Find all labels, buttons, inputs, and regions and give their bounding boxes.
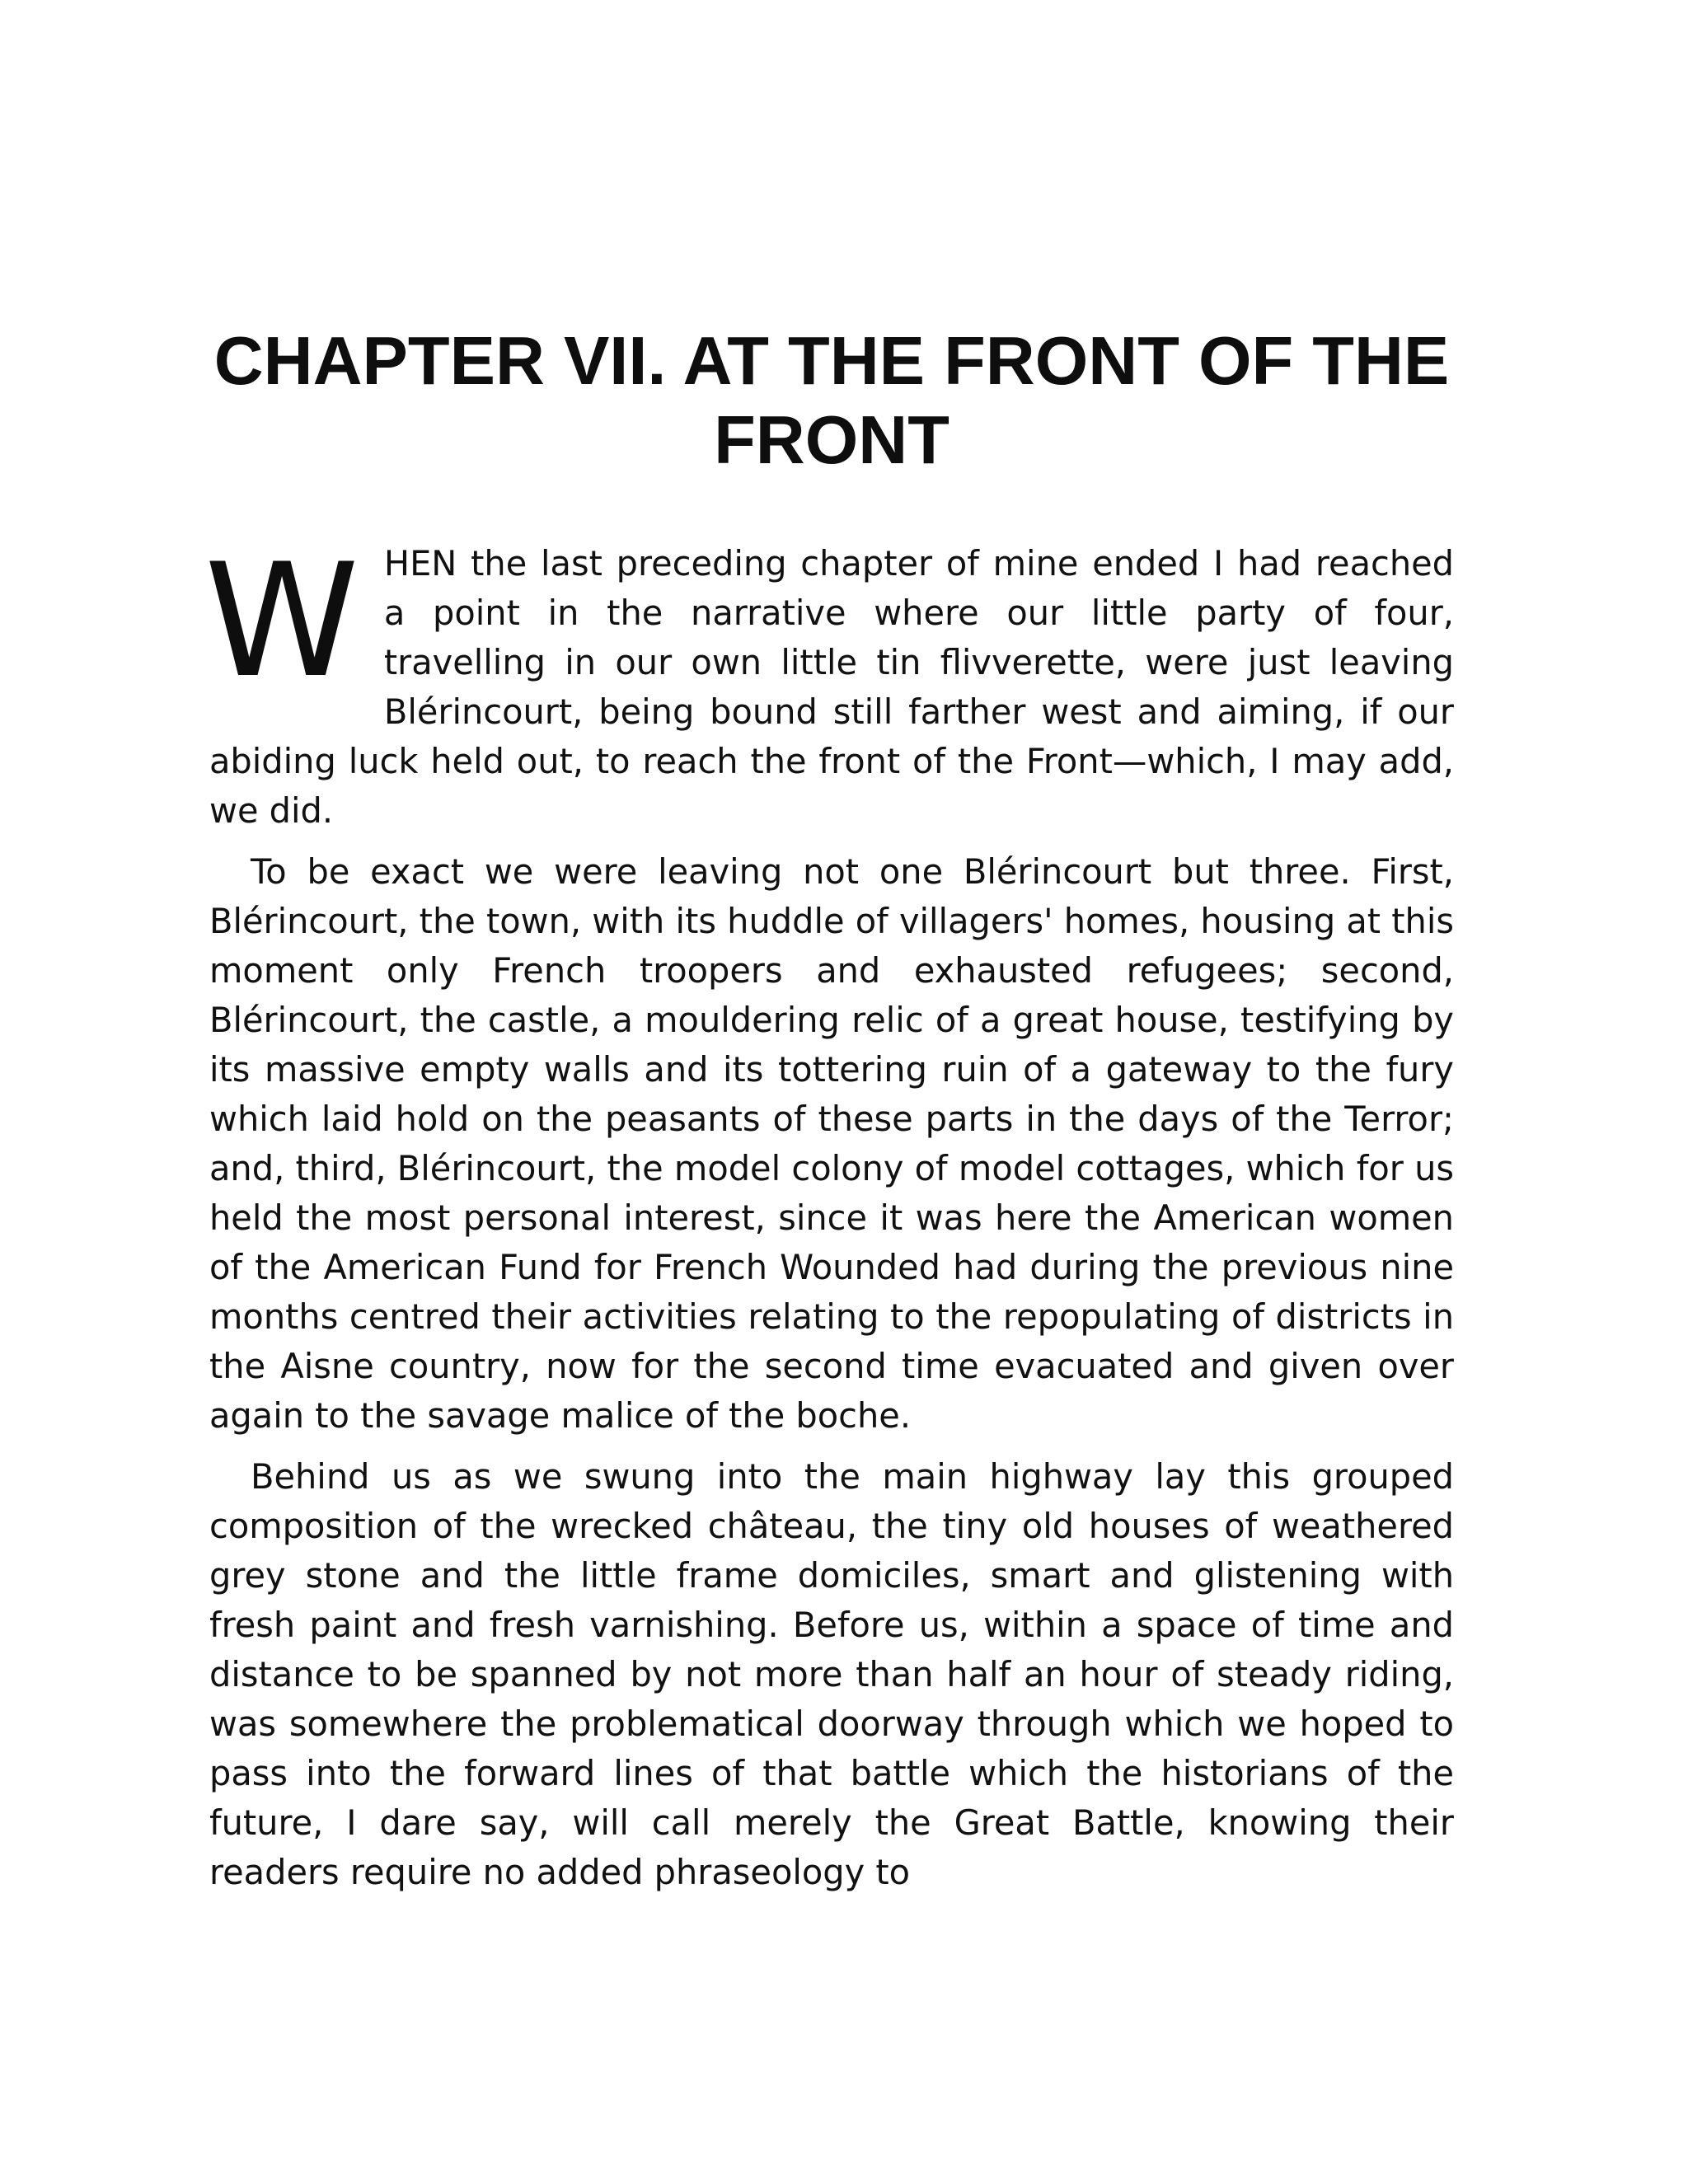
paragraph-2: To be exact we were leaving not one Blérincourt but three. First, Blérincourt, the town, with its huddle of villagers' homes, housing at this moment only French troopers and exhausted refugees; second, Blérincourt, the castle, a mouldering relic of a great house, testifying by its massive empty walls and its tottering ruin of a gateway to the fury which laid hold on the peasants of these parts in the days of the Terror; and, third, Blérincourt, the model colony of model cottages, which for us held the most personal interest, since it was here the American women of the American Fund for French Wounded had during the previous nine months centred their activities relating to the repopulating of districts in the Aisne country, now for the second time evacuated and given over again to the savage malice of the boche. (209, 851, 1454, 1436)
chapter-title: CHAPTER VII. AT THE FRONT OF THE FRONT (213, 322, 1450, 478)
drop-cap: W (204, 530, 359, 712)
paragraph-1-text: HEN the last preceding chapter of mine ended I had reached a point in the narrative where our little party of four, travelling in our own little tin flivverette, were just leaving Blérincourt, being bound still farther west and aiming, if our abiding luck held out, to reach the front of the Front—which, I may add, we did. (209, 543, 1454, 831)
book-page (204, 321, 1454, 1909)
paragraph-3: Behind us as we swung into the main highway lay this grouped composition of the wrecked château, the tiny old houses of weathered grey stone and the little frame domiciles, smart and glistening with fresh paint and fresh varnishing. Before us, within a space of time and distance to be spanned by not more than half an hour of steady riding, was somewhere the problematical doorway through which we hoped to pass into the forward lines of that battle which the historians of the future, I dare say, will call merely the Great Battle, knowing their readers require no added phraseology to (209, 1456, 1454, 1892)
paragraph-1 (204, 530, 1454, 836)
